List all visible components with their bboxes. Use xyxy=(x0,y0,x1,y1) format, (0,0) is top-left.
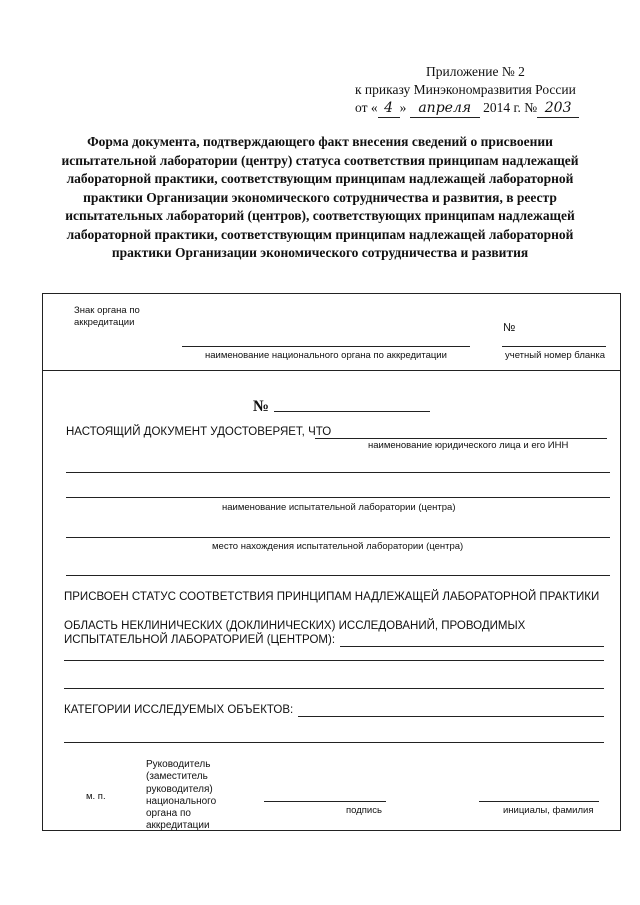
study-area-line-3 xyxy=(64,688,604,689)
legal-entity-caption: наименование юридического лица и его ИНН xyxy=(368,440,569,451)
lab-name-line xyxy=(66,497,610,498)
legal-entity-line-2 xyxy=(66,472,610,473)
object-categories-line-1 xyxy=(298,716,604,717)
order-reference: к приказу Минэкономразвития России xyxy=(355,82,576,97)
initials-line xyxy=(479,801,599,802)
legal-entity-line xyxy=(315,438,607,439)
object-categories-line-2 xyxy=(64,742,604,743)
status-granted-text: ПРИСВОЕН СТАТУС СООТВЕТСТВИЯ ПРИНЦИПАМ НАДЛЕЖАЩЕЙ ЛАБОРАТОРНОЙ ПРАКТИКИ xyxy=(64,591,600,603)
accreditation-body-caption: наименование национального органа по аккредитации xyxy=(205,350,447,361)
study-area-text-line2: ИСПЫТАТЕЛЬНОЙ ЛАБОРАТОРИЕЙ (ЦЕНТРОМ): xyxy=(64,634,336,646)
accreditation-body-line xyxy=(182,346,470,347)
signature-line xyxy=(264,801,386,802)
study-area-text-line1: ОБЛАСТЬ НЕКЛИНИЧЕСКИХ (ДОКЛИНИЧЕСКИХ) ИССЛЕДОВАНИЙ, ПРОВОДИМЫХ xyxy=(64,620,526,632)
study-area-line-1 xyxy=(340,646,604,647)
day-handwritten: 4 xyxy=(378,100,400,118)
certifies-text: НАСТОЯЩИЙ ДОКУМЕНТ УДОСТОВЕРЯЕТ, ЧТО xyxy=(66,426,332,438)
initials-caption: инициалы, фамилия xyxy=(503,805,594,816)
signature-caption: подпись xyxy=(346,805,382,816)
document-number-line xyxy=(274,411,430,412)
head-of-body-label: Руководитель (заместитель руководителя) национального органа по аккредитации xyxy=(146,759,217,832)
study-area-line-2 xyxy=(64,660,604,661)
lab-location-line xyxy=(66,575,610,576)
form-header-divider xyxy=(42,370,621,371)
order-date-line xyxy=(355,99,579,118)
blank-number-line xyxy=(502,346,606,347)
date-prefix: от « xyxy=(355,100,378,115)
blank-number-sign: № xyxy=(503,322,516,334)
stamp-place-label: м. п. xyxy=(86,791,106,802)
order-number-handwritten: 203 xyxy=(537,100,579,118)
document-title: Форма документа, подтверждающего факт внесения сведений о присвоении испытательной лаборатории (центру) статуса соответствия принципам надлежащей лабораторной практики, соответствующим принципам надлежащей лабораторной практики Организации экономического сотрудничества и развития, в реестр испытательных лабораторий (центров), соответствующих принципам надлежащей лабораторной практики, соответствующим принципам надлежащей лабораторной практики Организации экономического сотрудничества и развития xyxy=(61,134,579,260)
accreditation-mark-label: Знак органа по аккредитации xyxy=(74,305,140,328)
document-number-sign: № xyxy=(253,398,270,415)
lab-location-caption: место нахождения испытательной лаборатории (центра) xyxy=(212,541,464,552)
date-mid: » xyxy=(399,100,407,115)
lab-name-line-2 xyxy=(66,537,610,538)
lab-name-caption: наименование испытательной лаборатории (центра) xyxy=(222,502,456,513)
object-categories-text: КАТЕГОРИИ ИССЛЕДУЕМЫХ ОБЪЕКТОВ: xyxy=(64,704,294,716)
form-frame xyxy=(42,293,621,831)
month-handwritten: апреля xyxy=(410,100,480,118)
blank-number-caption: учетный номер бланка xyxy=(505,350,606,361)
year-and-number-label: 2014 г. № xyxy=(483,100,538,115)
appendix-number: Приложение № 2 xyxy=(426,64,525,79)
